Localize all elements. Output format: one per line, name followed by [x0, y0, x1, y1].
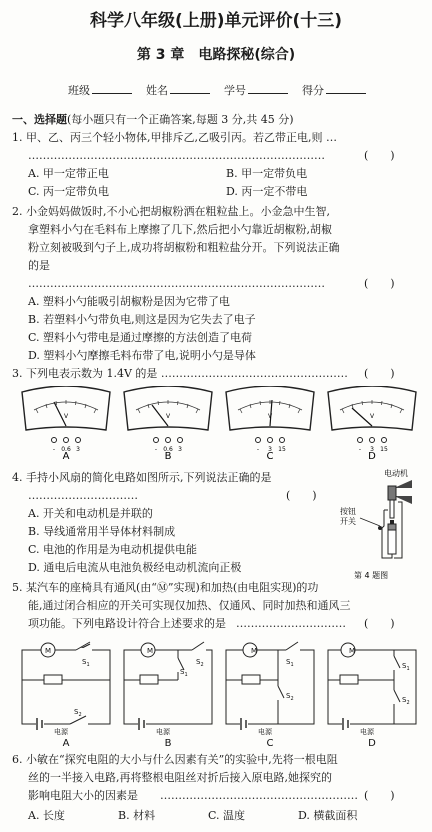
q4-dots-row [28, 488, 278, 504]
q5-line-1: 5. 某汽车的座椅具有通风(由“Ⓜ”实现)和加热(由电阻实现)的功 [12, 581, 319, 594]
meter-d-term-2: 3 [370, 446, 374, 453]
class-field[interactable] [68, 82, 132, 98]
meter-d-letter: D [368, 451, 376, 460]
q6-dots-row [160, 788, 360, 804]
student-info-row [68, 82, 366, 98]
q5-dots-row [236, 616, 360, 632]
section-heading [12, 112, 294, 128]
meter-b-letter: B [164, 451, 172, 460]
section-note: (每小题只有一个正确答案,每题 3 分,共 45 分) [67, 113, 294, 126]
q1-option-a[interactable]: A. 甲一定带正电 [28, 167, 109, 180]
chapter-subtitle: 第 3 章 电路探秘(综合) [136, 47, 296, 63]
q4-switch-label-1: 按钮 [340, 507, 356, 516]
circuit-a-power: 电源 [54, 728, 68, 736]
meter-c-term-3: 15 [278, 446, 286, 453]
q4-answer-paren[interactable]: ( ) [286, 489, 317, 502]
meter-d-term-1: - [358, 446, 362, 453]
section-title: 一、选择题 [12, 113, 67, 126]
q1-option-b[interactable]: B. 甲一定带负电 [226, 167, 308, 180]
q4-option-b[interactable]: B. 导线通常用半导体材料制成 [28, 525, 176, 538]
q4-fan-circuit-figure [336, 466, 428, 584]
circuit-d-s1: $S_1$ [402, 662, 410, 672]
class-label: 班级 [68, 84, 90, 97]
circuit-d-s2: $S_2$ [402, 696, 410, 706]
q5-line-3: 项功能。下列电路设计符合上述要求的是 [28, 617, 226, 630]
circuit-b-s1: $S_1$ [180, 668, 188, 678]
q2-line-4: 的是 [28, 259, 50, 272]
name-label: 姓名 [146, 84, 168, 97]
q6-line-2: 丝的一半接入电路,再将整根电阻丝对折后接入原电路,她探究的 [28, 771, 332, 784]
q1-stem: 1. 甲、乙、丙三个轻小物体,甲排斥乙,乙吸引丙。若乙带正电,则 … [12, 131, 337, 144]
name-field[interactable] [146, 82, 210, 98]
q6-option-b[interactable]: B. 材料 [118, 809, 156, 822]
circuit-b[interactable] [124, 642, 212, 730]
q5-circuits-figure [14, 636, 422, 748]
q4-switch-label-2: 开关 [340, 517, 356, 526]
q3-meters-figure [14, 386, 420, 460]
meter-c-v: V [267, 413, 273, 420]
q1-dots: ……………………………………………………………………… [28, 149, 325, 162]
q4-line-1: 4. 手持小风扇的简化电路如图所示,下列说法正确的是 [12, 471, 272, 484]
circuit-b-letter: B [164, 738, 172, 748]
circuit-b-motor-label: M [146, 647, 154, 655]
q1-option-d[interactable]: D. 丙一定不带电 [226, 185, 308, 198]
q2-line-3: 粉立刻被吸到勺子上,成功将胡椒粉和粗粒盐分开。下列说法正确 [28, 241, 340, 254]
q2-option-a[interactable]: A. 塑料小勺能吸引胡椒粉是因为它带了电 [28, 295, 230, 308]
meter-b[interactable] [124, 386, 212, 460]
fan-motor [388, 480, 412, 518]
q2-line-2: 拿塑料小勺在毛料布上摩擦了几下,然后把小勺靠近胡椒粉,胡椒 [28, 223, 332, 236]
student-id-field[interactable] [224, 82, 288, 98]
q1-dots-row [28, 148, 414, 164]
page-title: 科学八年级(上册)单元评价(十三) [89, 11, 343, 31]
circuit-a-s2: $S_2$ [74, 708, 82, 718]
q6-line-3: 影响电阻大小的因素是 [28, 789, 138, 802]
circuit-a[interactable] [22, 642, 110, 730]
fan-switch[interactable] [378, 526, 382, 530]
meter-a-v: V [63, 413, 69, 420]
circuit-d-power: 电源 [360, 728, 374, 736]
q2-dots: ……………………………………………………………………… [28, 277, 325, 290]
meter-b-term-2: 0.6 [163, 446, 173, 453]
circuit-d-motor-label: M [348, 647, 356, 655]
meter-c-letter: C [266, 451, 274, 460]
meter-a-term-1: - [52, 446, 56, 453]
meter-a-term-2: 0.6 [61, 446, 71, 453]
q4-option-d[interactable]: D. 通电后电流从电池负极经电动机流向正极 [28, 561, 242, 574]
meter-a[interactable] [22, 386, 110, 460]
meter-c-term-1: - [256, 446, 260, 453]
student-id-label: 学号 [224, 84, 246, 97]
circuit-c-s2: $S_2$ [286, 692, 294, 702]
meter-d-v: V [369, 413, 375, 420]
circuit-c-motor-label: M [250, 647, 258, 655]
q2-option-b[interactable]: B. 若塑料小勺带负电,则这是因为它失去了电子 [28, 313, 256, 326]
q6-line-1: 6. 小敏在“探究电阻的大小与什么因素有关”的实验中,先将一根电阻 [12, 753, 338, 766]
circuit-d[interactable] [328, 643, 416, 730]
q1-answer-paren[interactable]: ( ) [364, 149, 395, 162]
score-label: 得分 [302, 84, 324, 97]
meter-b-v: V [165, 413, 171, 420]
q2-option-d[interactable]: D. 塑料小勺摩擦毛料布带了电,说明小勺是导体 [28, 349, 256, 362]
q4-option-c[interactable]: C. 电池的作用是为电动机提供电能 [28, 543, 198, 556]
q2-dots-row [28, 276, 358, 292]
meter-b-term-1: - [154, 446, 158, 453]
q1-option-c[interactable]: C. 丙一定带负电 [28, 185, 110, 198]
circuit-b-power: 电源 [156, 728, 170, 736]
q6-dots: ……………………………………………… [160, 789, 358, 802]
circuit-a-letter: A [62, 738, 70, 748]
meter-a-letter: A [62, 451, 70, 460]
q4-motor-label: 电动机 [384, 469, 408, 478]
q3-stem: 3. 下列电表示数为 1.4V 的是 …………………………………………… [12, 367, 348, 380]
circuit-c-power: 电源 [258, 728, 272, 736]
q5-answer-paren[interactable]: ( ) [364, 617, 395, 630]
score-field[interactable] [302, 82, 366, 98]
q6-option-a[interactable]: A. 长度 [28, 809, 65, 822]
q4-option-a[interactable]: A. 开关和电动机是并联的 [28, 507, 153, 520]
q2-option-c[interactable]: C. 塑料小勺带电是通过摩擦的方法创造了电荷 [28, 331, 253, 344]
q5-dots: ………………………… [236, 617, 346, 630]
circuit-c-letter: C [266, 738, 274, 748]
q2-answer-paren[interactable]: ( ) [364, 277, 395, 290]
meter-d[interactable] [328, 386, 416, 460]
meter-a-term-3: 3 [76, 446, 80, 453]
circuit-a-motor-label: M [44, 647, 52, 655]
circuit-a-s1: $S_1$ [82, 658, 90, 668]
meter-b-term-3: 3 [178, 446, 182, 453]
circuit-c[interactable] [226, 642, 314, 730]
q5-line-2: 能,通过闭合相应的开关可实现仅加热、仅通风、同时加热和通风三 [28, 599, 351, 612]
meter-d-term-3: 15 [380, 446, 388, 453]
meter-c-term-2: 3 [268, 446, 272, 453]
q2-line-1: 2. 小金妈妈做饭时,不小心把胡椒粉洒在粗粒盐上。小金急中生智, [12, 205, 330, 218]
circuit-c-s1: $S_1$ [286, 658, 294, 668]
meter-c[interactable] [226, 386, 314, 460]
q6-option-c[interactable]: C. 温度 [208, 809, 246, 822]
circuit-b-s2: $S_2$ [196, 658, 204, 668]
fan-battery [388, 520, 396, 554]
q4-fig-caption: 第 4 题图 [354, 571, 389, 580]
q6-answer-paren[interactable]: ( ) [364, 789, 395, 802]
q3-answer-paren[interactable]: ( ) [364, 367, 395, 380]
circuit-d-letter: D [368, 738, 376, 748]
q6-option-d[interactable]: D. 横截面积 [298, 809, 358, 822]
q4-dots: ………………………… [28, 489, 138, 502]
